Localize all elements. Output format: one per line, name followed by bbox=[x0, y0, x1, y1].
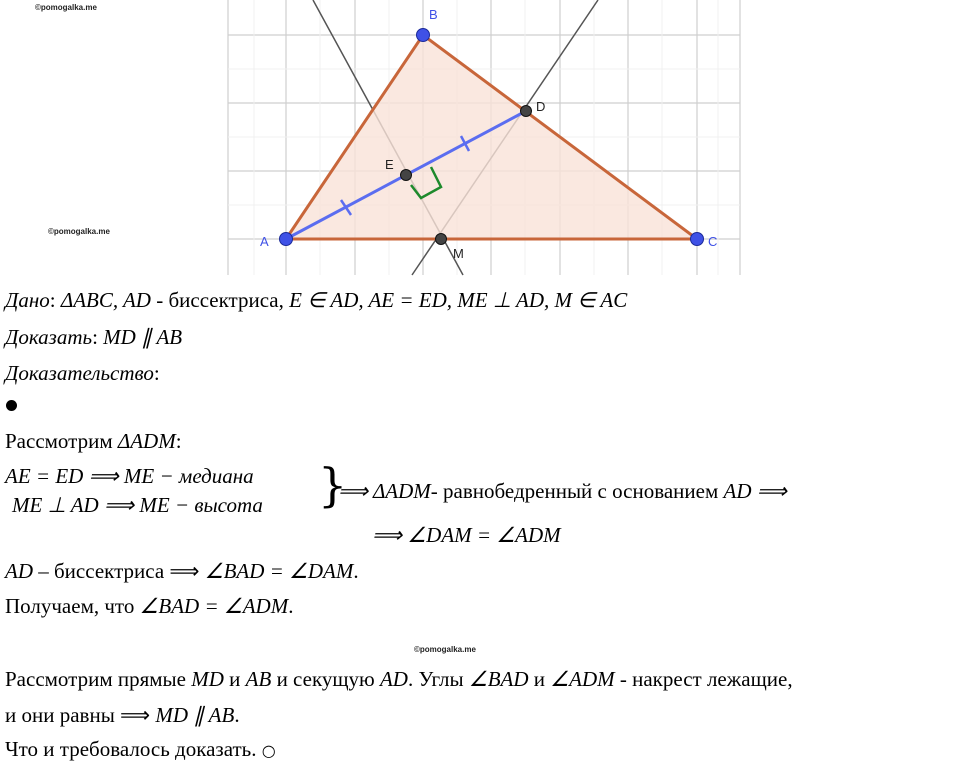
end-mark: ○ bbox=[261, 741, 276, 760]
get-line: Получаем, что ∠BAD = ∠ADM. bbox=[5, 594, 294, 618]
label-c: C bbox=[708, 234, 718, 249]
prove-label: Доказать bbox=[5, 325, 93, 349]
given-triangle: ΔABC, AD bbox=[55, 288, 151, 312]
system-conclusion: ⟹ ΔADM- равнобедренный с основанием AD ⟹ bbox=[338, 479, 787, 503]
watermark-middle: ©pomogalka.me bbox=[48, 227, 110, 236]
point-a bbox=[280, 233, 293, 246]
label-b: B bbox=[429, 7, 438, 22]
proof-label: Доказательство: bbox=[5, 361, 160, 385]
label-m: M bbox=[453, 246, 464, 261]
point-d bbox=[521, 106, 532, 117]
point-b bbox=[417, 29, 430, 42]
prove-statement: MD ∥ AB bbox=[103, 325, 183, 349]
prove-line: Доказать: MD ∥ AB bbox=[5, 325, 183, 349]
watermark-bottom: ©pomogalka.me bbox=[414, 645, 476, 654]
lines-paragraph-1: Рассмотрим прямые MD и AB и секущую AD. Углы ∠BAD и ∠ADM - накрест лежащие, bbox=[5, 667, 793, 691]
given-line: Дано: ΔABC, AD - биссектриса, E ∈ AD, AE = ED, ME ⊥ AD, M ∈ AC bbox=[5, 288, 628, 312]
point-e bbox=[401, 170, 412, 181]
point-m bbox=[436, 234, 447, 245]
consider-adm-line: Рассмотрим ΔADM: bbox=[5, 429, 182, 453]
given-label: Дано bbox=[5, 288, 50, 312]
system-row-1: AE = ED ⟹ ME − медиана bbox=[5, 464, 254, 488]
bisector-line: AD – биссектриса ⟹ ∠BAD = ∠DAM. bbox=[5, 559, 359, 583]
lines-paragraph-2: и они равны ⟹ MD ∥ AB. bbox=[5, 703, 240, 727]
system-conclusion-2: ⟹ ∠DAM = ∠ADM bbox=[372, 523, 561, 547]
geometry-figure bbox=[0, 0, 960, 280]
system-brace: } bbox=[318, 458, 348, 512]
system-row-2: ME ⊥ AD ⟹ ME − высота bbox=[12, 493, 263, 517]
label-a: A bbox=[260, 234, 269, 249]
label-d: D bbox=[536, 99, 546, 114]
bullet bbox=[6, 400, 17, 411]
watermark-top: ©pomogalka.me bbox=[35, 3, 97, 12]
point-c bbox=[691, 233, 704, 246]
final-line: Что и требовалось доказать. ○ bbox=[5, 737, 276, 761]
label-e: E bbox=[385, 157, 394, 172]
given-conditions: E ∈ AD, AE = ED, ME ⊥ AD, M ∈ AC bbox=[289, 288, 628, 312]
